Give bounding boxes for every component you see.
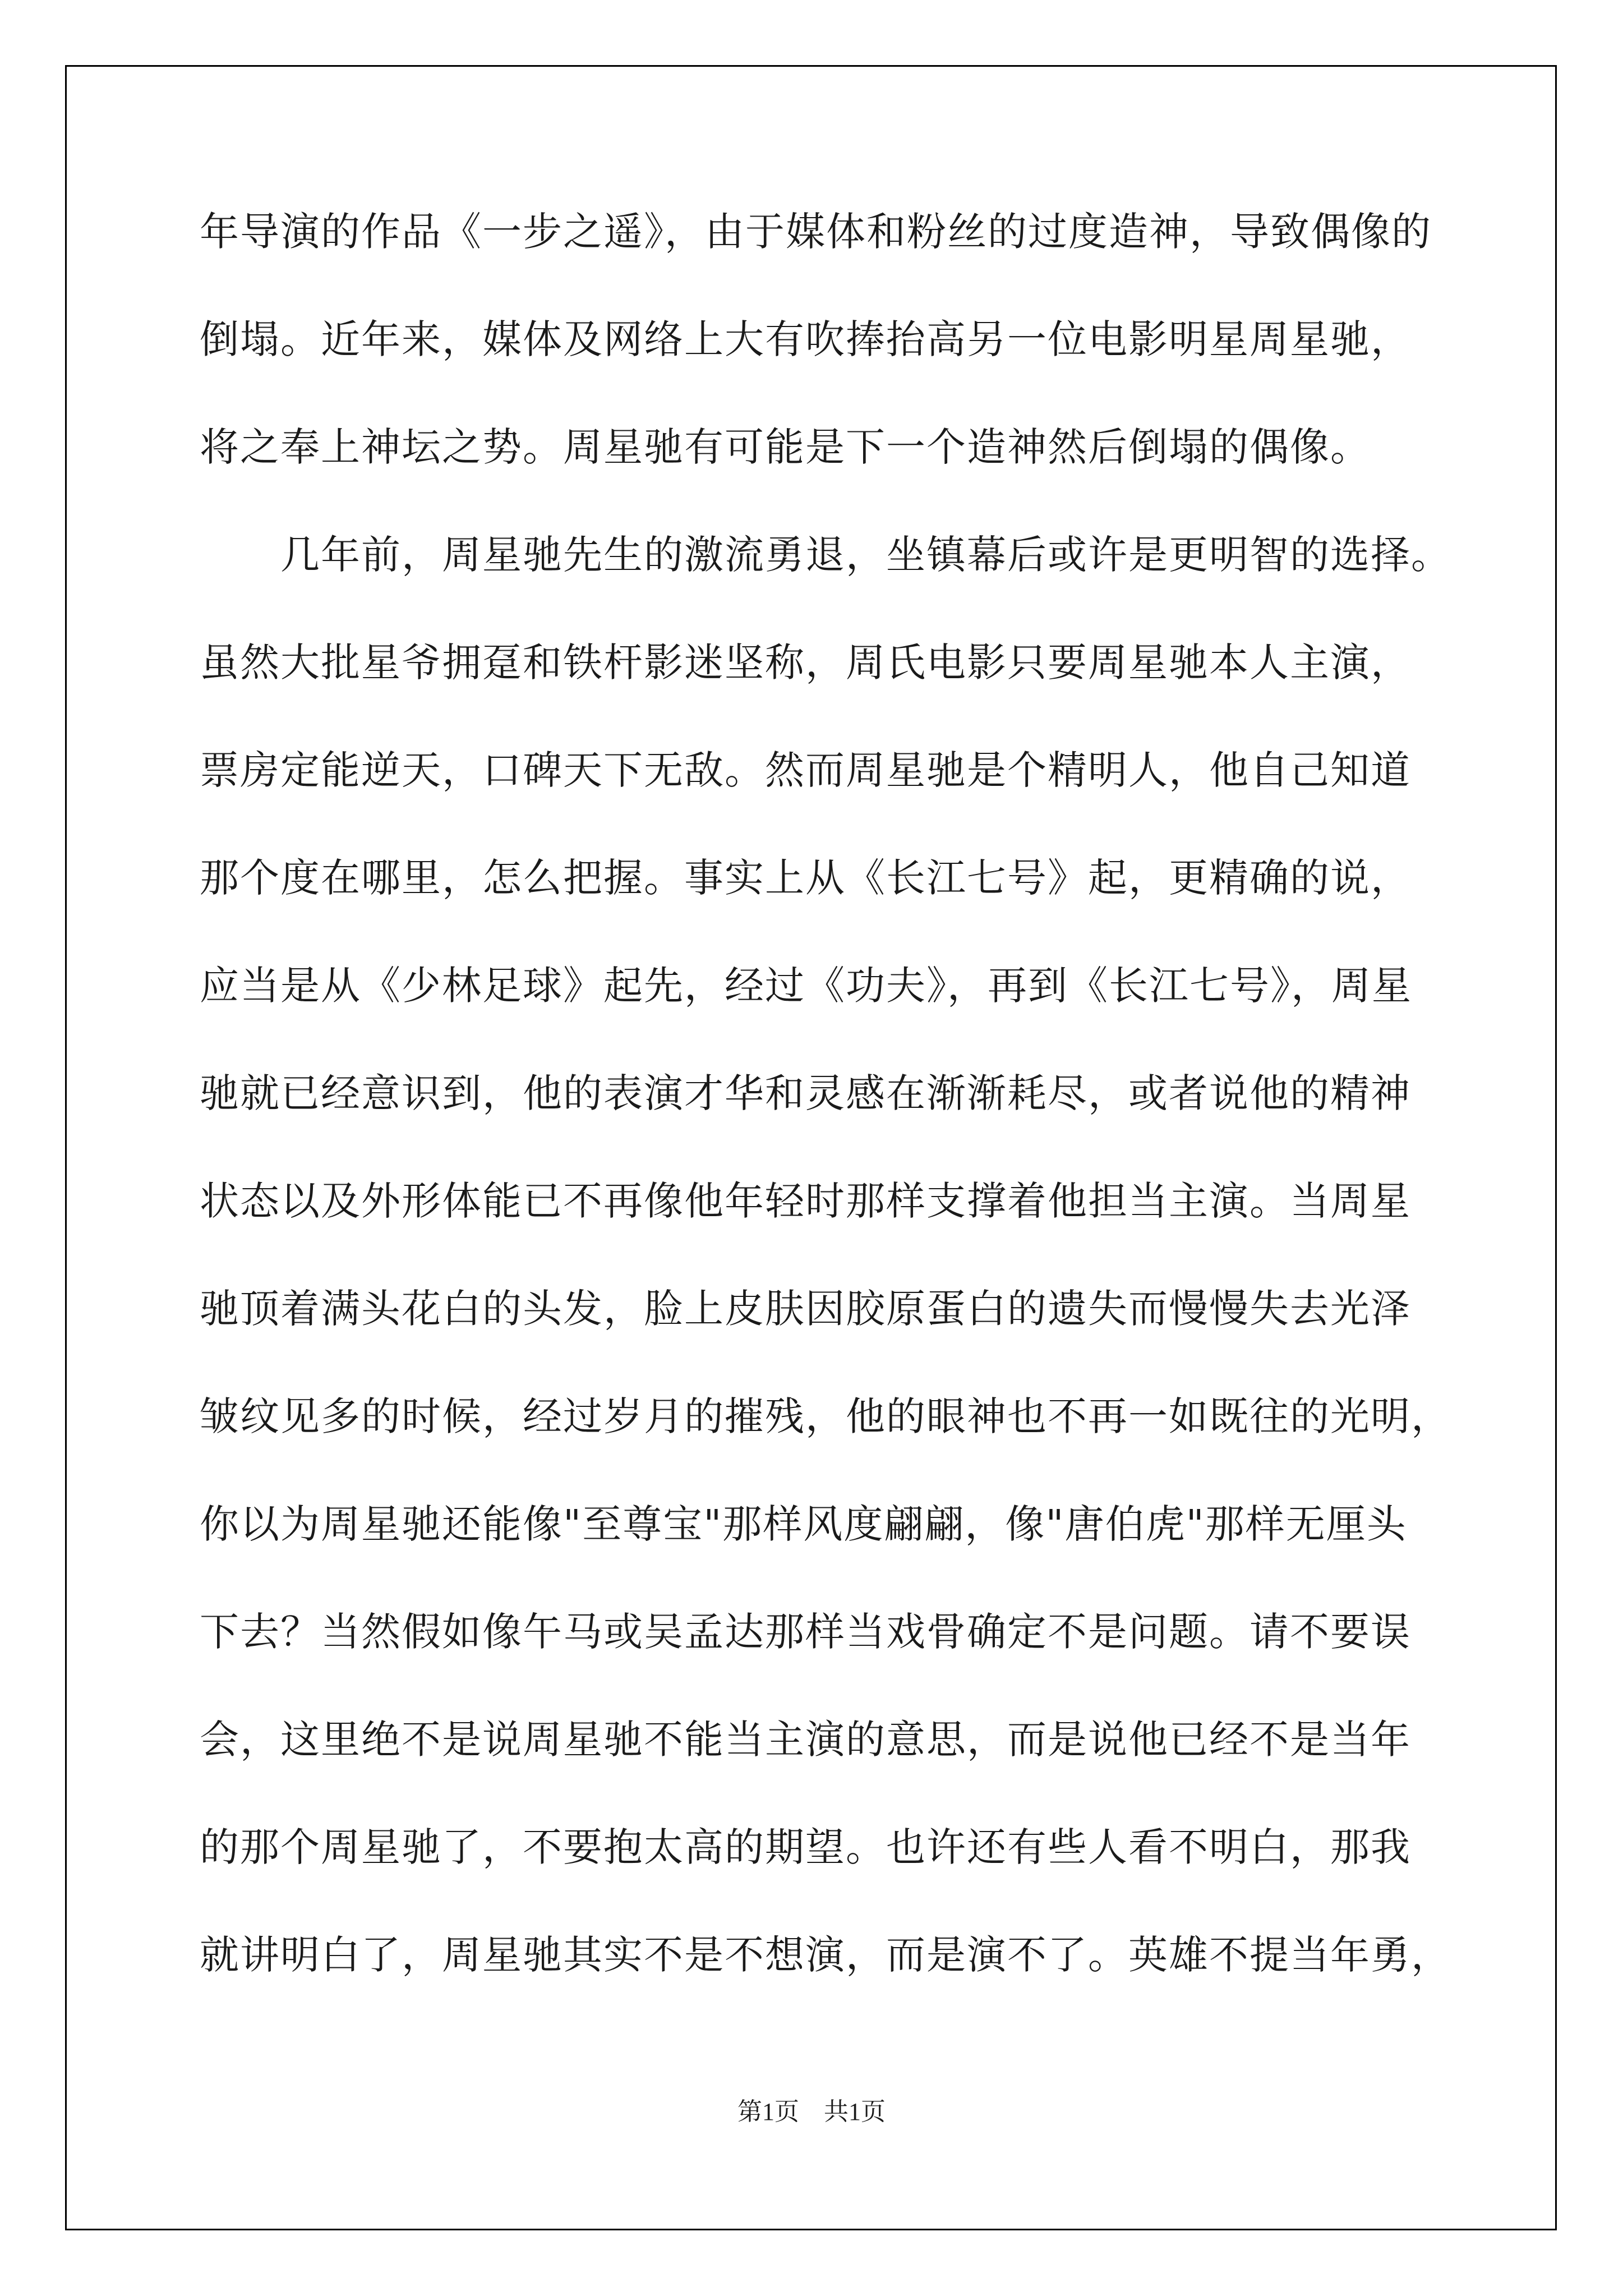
- body-text: [200, 209, 1451, 2043]
- text-line: 就讲明白了，周星驰其实不是不想演，而是演不了。英雄不提当年勇，: [200, 1932, 1451, 1978]
- text-line: 那个度在哪里，怎么把握。事实上从《长江七号》起，更精确的说，: [200, 855, 1411, 901]
- text-line: 驰顶着满头花白的头发，脸上皮肤因胶原蛋白的遗失而慢慢失去光泽: [200, 1286, 1411, 1332]
- text-line: 倒塌。近年来，媒体及网络上大有吹捧抬高另一位电影明星周星驰，: [200, 316, 1411, 362]
- text-line: 下去？当然假如像午马或吴孟达那样当戏骨确定不是问题。请不要误: [200, 1609, 1411, 1655]
- text-line: 年导演的作品《一步之遥》，由于媒体和粉丝的过度造神，导致偶像的: [200, 209, 1432, 255]
- text-line: 将之奉上神坛之势。周星驰有可能是下一个造神然后倒塌的偶像。: [200, 424, 1371, 470]
- text-line: 你以为周星驰还能像"至尊宝"那样风度翩翩，像"唐伯虎"那样无厘头: [200, 1501, 1407, 1547]
- text-line: 皱纹见多的时候，经过岁月的摧残，他的眼神也不再一如既往的光明，: [200, 1393, 1451, 1439]
- text-line: 会，这里绝不是说周星驰不能当主演的意思，而是说他已经不是当年: [200, 1717, 1411, 1763]
- text-line: 驰就已经意识到，他的表演才华和灵感在渐渐耗尽，或者说他的精神: [200, 1070, 1411, 1116]
- text-line: 几年前，周星驰先生的激流勇退，坐镇幕后或许是更明智的选择。: [200, 532, 1451, 578]
- text-line: 的那个周星驰了，不要抱太高的期望。也许还有些人看不明白，那我: [200, 1824, 1411, 1870]
- text-line: 虽然大批星爷拥趸和铁杆影迷坚称，周氏电影只要周星驰本人主演，: [200, 639, 1411, 685]
- page-number-footer: 第1页 共1页: [737, 2098, 886, 2125]
- text-line: 状态以及外形体能已不再像他年轻时那样支撑着他担当主演。当周星: [200, 1178, 1411, 1224]
- text-line: 应当是从《少林足球》起先，经过《功夫》，再到《长江七号》，周星: [200, 963, 1412, 1009]
- text-line: 票房定能逆天，口碑天下无敌。然而周星驰是个精明人，他自己知道: [200, 747, 1411, 793]
